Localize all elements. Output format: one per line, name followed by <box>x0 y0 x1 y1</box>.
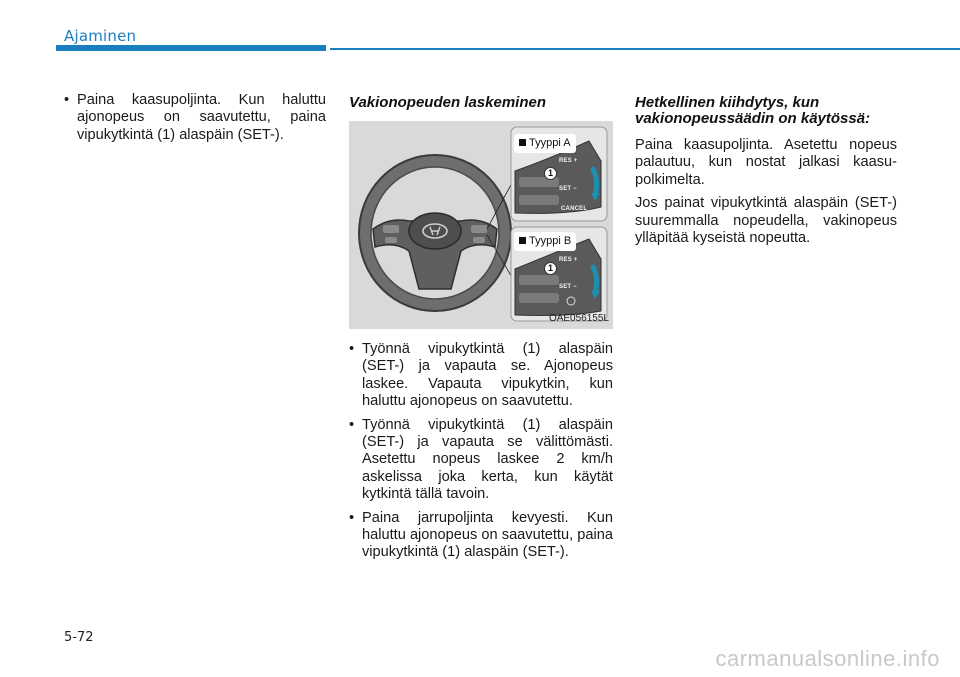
column-2 <box>349 95 613 568</box>
set-label-a: SET − <box>559 186 577 192</box>
list-item: • Työnnä vipukytkintä (1) alaspäin (SET-) ja vapauta se. Ajonopeus laskee. Vapauta vipukytkin, kun haluttu ajonopeus on saavutettu. <box>349 341 613 411</box>
section-title: Ajaminen <box>64 27 137 45</box>
type-b-label <box>514 232 576 251</box>
watermark: carmanualsonline.info <box>715 646 940 671</box>
figure-code: OAE056155L <box>548 312 609 324</box>
res-label-a: RES + <box>559 158 578 164</box>
type-b-text: Tyyppi B <box>529 235 572 247</box>
bullet-list <box>64 92 326 144</box>
column-1 <box>64 92 326 150</box>
list-item: • Paina jarrupoljinta kevyesti. Kun haluttu ajonopeus on saavutettu, paina vipukytkintä (1) alaspäin (SET-). <box>349 510 613 562</box>
type-a-text: Tyyppi A <box>529 137 571 149</box>
list-item: • Työnnä vipukytkintä (1) alaspäin (SET-) ja vapauta se välittömästi. Asetettu nopeus laskee 2 km/h askelissa joka kerta, kun käytät kytkintä tällä tavoin. <box>349 417 613 504</box>
square-bullet-icon <box>519 237 526 244</box>
list-item: • Paina kaasupoljinta. Kun haluttu ajonopeus on saavutettu, paina vipukytkintä (1) alaspäin (SET-). <box>64 92 326 144</box>
callout-number-b: 1 <box>544 262 557 275</box>
section-heading: Hetkellinen kiihdytys, kun vakionopeussäädin on käytössä: <box>635 94 871 127</box>
header-rule-thick <box>56 45 326 51</box>
paragraph: Jos painat vipukytkintä alaspäin (SET-) suuremmalla nopeudella, vakinopeus ylläpitää kyseistä nopeutta. <box>635 195 897 247</box>
bullet-list <box>349 341 613 562</box>
callout-number-a: 1 <box>544 167 557 180</box>
cancel-label-a: CANCEL <box>561 206 588 212</box>
column-3 <box>635 95 897 253</box>
res-label-b: RES + <box>559 257 578 263</box>
set-label-b: SET − <box>559 284 577 290</box>
page-number: 5-72 <box>64 630 94 645</box>
header-rule-thin <box>330 48 960 50</box>
type-a-label <box>514 134 576 153</box>
section-heading: Vakionopeuden laskeminen <box>349 94 546 111</box>
paragraph: Paina kaasupoljinta. Asetettu nopeus palautuu, kun nostat jalkasi kaasupolkimelta. <box>635 137 897 188</box>
square-bullet-icon <box>519 139 526 146</box>
steering-wheel-figure <box>349 121 613 329</box>
